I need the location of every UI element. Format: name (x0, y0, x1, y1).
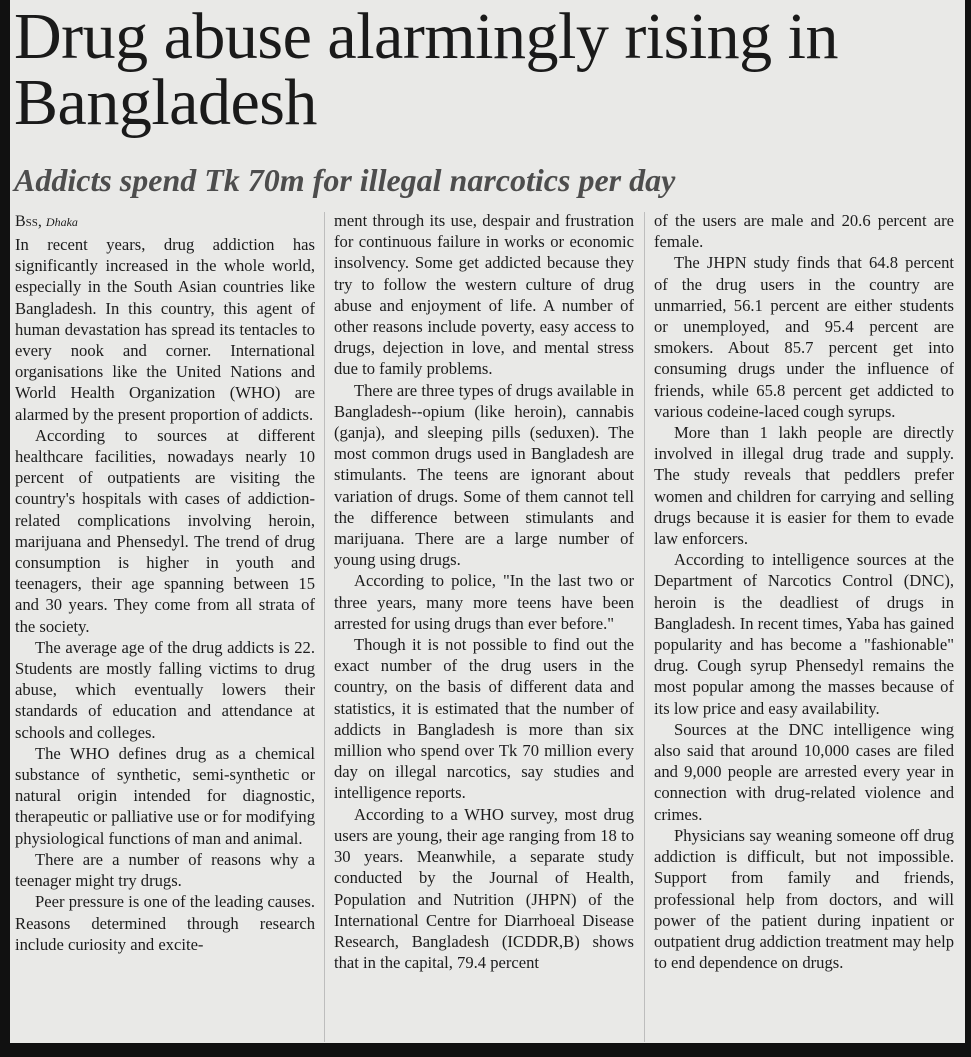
subheadline: Addicts spend Tk 70m for illegal narcotics per day (14, 162, 676, 198)
paragraph: The WHO defines drug as a chemical substance of synthetic, semi-synthetic or natural origin intended for diagnostic, therapeutic or palliative use or for modifying physiological functions of man and animal. (15, 743, 315, 848)
paragraph: of the users are male and 20.6 percent are female. (654, 211, 954, 252)
paragraph: According to intelligence sources at the Department of Narcotics Control (DNC), heroin is the deadliest of drugs in Bangladesh. In recent times, Yaba has gained popularity and has become a "fashionable" drug. Cough syrup Phensedyl remains the most popular among the masses because of its low price and easy availability. (654, 550, 954, 718)
paragraph: More than 1 lakh people are directly involved in illegal drug trade and supply. The study reveals that peddlers prefer women and children for carrying and selling drugs because it is easier for them to evade law enforcers. (654, 423, 954, 549)
paragraph: The average age of the drug addicts is 22. Students are mostly falling victims to drug abuse, which eventually lowers their standards of education and attendance at schools and colleges. (15, 637, 315, 742)
headline: Drug abuse alarmingly rising in Bangladesh (14, 0, 839, 139)
paragraph: According to a WHO survey, most drug users are young, their age ranging from 18 to 30 years. Meanwhile, a separate study conducted by the Journal of Health, Population and Nutrition (JHPN) of the International Centre for Diarrhoeal Disease Research, Bangladesh (ICDDR,B) shows that in the capital, 79.4 percent (334, 804, 634, 973)
paragraph: Though it is not possible to find out the exact number of the drug users in the country, on the basis of different data and statistics, it is estimated that the number of addicts in Bangladesh is more than six million who spend over Tk 70 million every day on illegal narcotics, say studies and intelligence reports. (334, 635, 634, 803)
paragraph: According to police, "In the last two or three years, many more teens have been arrested for using drugs than ever before." (334, 571, 634, 633)
scan-border-right (965, 0, 971, 1057)
byline-place: Dhaka (45, 215, 78, 229)
paragraph: Sources at the DNC intelligence wing also said that around 10,000 cases are filed and 9,000 people are arrested every year in connection with drug-related violence and crimes. (654, 719, 954, 824)
paragraph: Peer pressure is one of the leading causes. Reasons determined through research include curiosity and excite- (15, 892, 315, 954)
paragraph: There are three types of drugs available in Bangladesh--opium (like heroin), cannabis (ganja), and sleeping pills (seduxen). The most common drugs used in Bangladesh are stimulants. The teens are ignorant about variation of drugs. Some of them cannot tell the difference between stimulants and marijuana. There are a large number of young using drugs. (334, 380, 634, 570)
byline-agency: Bss, (15, 213, 42, 230)
scan-border-left (0, 0, 10, 1057)
column-rule (324, 212, 325, 1042)
article-column-2 (334, 210, 634, 1043)
paragraph: Physicians say weaning someone off drug addiction is difficult, but not impossible. Support from family and friends, professional help from doctors, and will power of the patient during inpatient or outpatient drug addiction treatment may help to end dependence on drugs. (654, 825, 954, 973)
scan-border-bottom (0, 1043, 971, 1057)
paragraph: The JHPN study finds that 64.8 percent of the drug users in the country are unmarried, 56.1 percent are either students or unemployed, and 95.4 percent are smokers. About 85.7 percent get into consuming drugs under the influence of friends, while 65.8 percent get addicted to various codeine-laced cough syrups. (654, 253, 954, 421)
article-column-3 (654, 210, 954, 1043)
paragraph: There are a number of reasons why a teenager might try drugs. (15, 849, 315, 891)
paragraph: ment through its use, despair and frustration for continuous failure in works or economic insolvency. Some get addicted because they try to follow the western culture of drug abuse and enjoyment of life. A number of other reasons include poverty, easy access to drugs, dejection in love, and mental stress due to family problems. (334, 211, 634, 379)
byline (15, 210, 315, 234)
column-rule (644, 212, 645, 1042)
paragraph: In recent years, drug addiction has significantly increased in the whole world, especially in the South Asian countries like Bangladesh. In this country, this agent of human devastation has spread its tentacles to every nook and corner. International organisations like the United Nations and World Health Organization (WHO) are alarmed by the present proportion of addicts. (15, 235, 315, 424)
paragraph: According to sources at different healthcare facilities, nowadays nearly 10 percent of outpatients are visiting the country's hospitals with cases of addiction-related complications involving heroin, marijuana and Phensedyl. The trend of drug consumption is higher in youth and teenagers, their age spanning between 15 and 30 years. They come from all strata of the society. (15, 425, 315, 636)
article-column-1 (15, 210, 315, 1043)
